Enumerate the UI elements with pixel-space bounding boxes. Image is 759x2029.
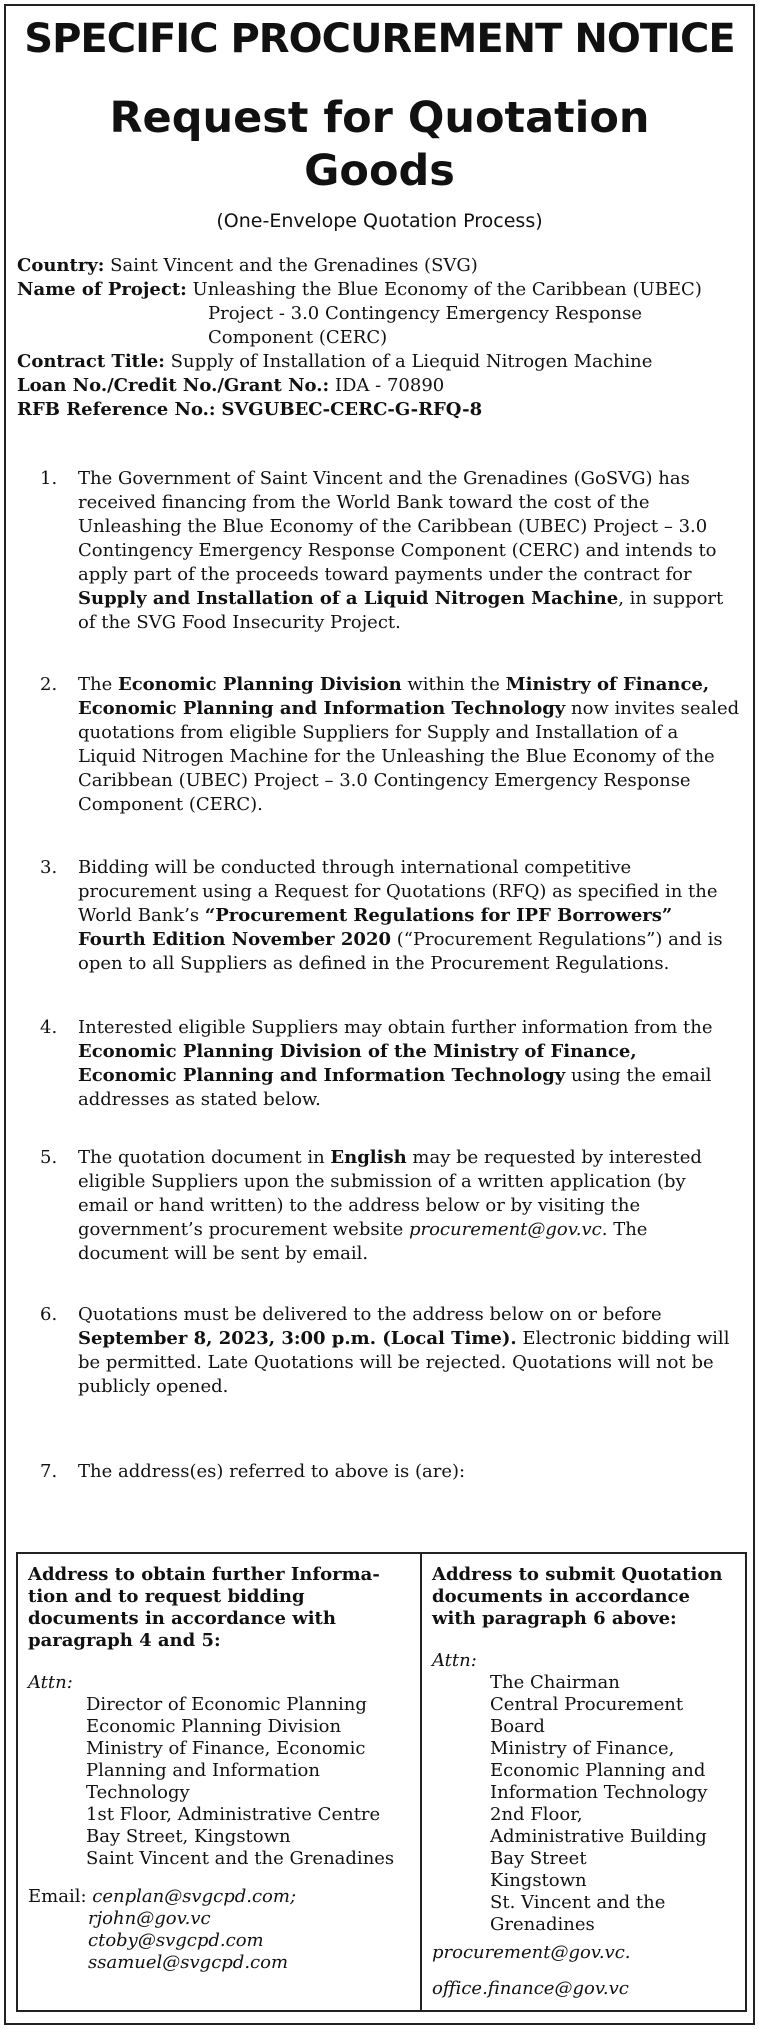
meta-contract: Contract Title: Supply of Installation of a Liequid Nitrogen Machine [17,351,653,372]
address-submit-column [422,1554,745,2010]
email-link[interactable]: procurement@gov.vc. [432,1942,631,1963]
meta-loan: Loan No./Credit No./Grant No.: IDA - 70890 [17,375,445,396]
address-info-lines: Director of Economic Planning Economic Planning Division Ministry of Finance, Economic Planning and Information Technology 1st Floor, Administrative Centre Bay Street, Kingstown Saint Vincent and the Grenadines [86,1694,395,1869]
paragraph-5: 5. The quotation document in English may be requested by interested eligible Suppliers upon the submission of a written application (by email or hand written) to the address below or by visiting the government’s procurement website procurement@gov.vc. The document will be sent by email. [40,1147,702,1264]
address-info-heading: Address to obtain further Informa-tion and to request bidding documents in accordance with paragraph 4 and 5: [28,1564,380,1651]
paragraph-4: 4. Interested eligible Suppliers may obtain further information from the Economic Planning Division of the Ministry of Finance, Economic Planning and Information Technology using the email addresses as stated below. [40,1017,713,1110]
paragraph-3: 3. Bidding will be conducted through international competitive procurement using a Request for Quotations (RFQ) as specified in the World Bank’s “Procurement Regulations for IPF Borrowers” Fourth Edition November 2020 (“Procurement Regulations”) and is open to all Suppliers as defined in the Procurement Regulations. [40,857,723,974]
address-submit-lines: The Chairman Central Procurement Board Ministry of Finance, Economic Planning and Information Technology 2nd Floor, Administrative Building Bay Street Kingstown St. Vincent and the Grenadines [490,1672,708,1935]
email-link[interactable]: cenplan@svgcpd.com; [92,1886,297,1907]
email-link[interactable]: office.finance@gov.vc [432,1978,629,1999]
email-link[interactable]: ssamuel@svgcpd.com [88,1952,289,1973]
paragraph-6: 6. Quotations must be delivered to the address below on or before September 8, 2023, 3:00 p.m. (Local Time). Electronic bidding will be permitted. Late Quotations will be rejected. Quotations will not be publicly opened. [40,1304,730,1397]
address-info-emails: Email: cenplan@svgcpd.com; rjohn@gov.vc ctoby@svgcpd.com ssamuel@svgcpd.com [28,1886,297,1973]
rfq-title-line1: Request for Quotation [109,93,650,143]
email-link[interactable]: rjohn@gov.vc [88,1908,211,1929]
rfq-title [6,92,753,198]
attn-label: Attn: [432,1650,477,1671]
paragraph-1: 1. The Government of Saint Vincent and the Grenadines (GoSVG) has received financing from the World Bank toward the cost of the Unleashing the Blue Economy of the Caribbean (UBEC) Project – 3.0 Contingency Emergency Response Component (CERC) and intends to apply part of the proceeds toward payments under the contract for Supply and Installation of a Liquid Nitrogen Machine, in support of the SVG Food Insecurity Project. [40,468,724,633]
notice-title: SPECIFIC PROCUREMENT NOTICE [24,16,735,62]
rfq-title-line2: Goods [304,146,455,196]
meta-rfb: RFB Reference No.: SVGUBEC-CERC-G-RFQ-8 [17,399,483,420]
meta-project: Name of Project: Unleashing the Blue Economy of the Caribbean (UBEC) Project - 3.0 Contingency Emergency Response Component (CERC) [17,279,702,348]
meta-country: Country: Saint Vincent and the Grenadines (SVG) [17,255,478,276]
email-link[interactable]: ctoby@svgcpd.com [88,1930,264,1951]
address-info-column [18,1554,422,2010]
notice-page [4,4,755,2025]
address-submit-heading: Address to submit Quotation documents in accordance with paragraph 6 above: [432,1564,723,1629]
process-subtitle: (One-Envelope Quotation Process) [216,210,543,232]
attn-label: Attn: [28,1672,73,1693]
address-table [16,1552,747,2012]
paragraph-7: 7. The address(es) referred to above is (are): [40,1461,466,1482]
notice-meta [17,254,747,422]
paragraph-2: 2. The Economic Planning Division within the Ministry of Finance, Economic Planning and Information Technology now invites sealed quotations from eligible Suppliers for Supply and Installation of a Liquid Nitrogen Machine for the Unleashing the Blue Economy of the Caribbean (UBEC) Project – 3.0 Contingency Emergency Response Component (CERC). [40,674,740,815]
